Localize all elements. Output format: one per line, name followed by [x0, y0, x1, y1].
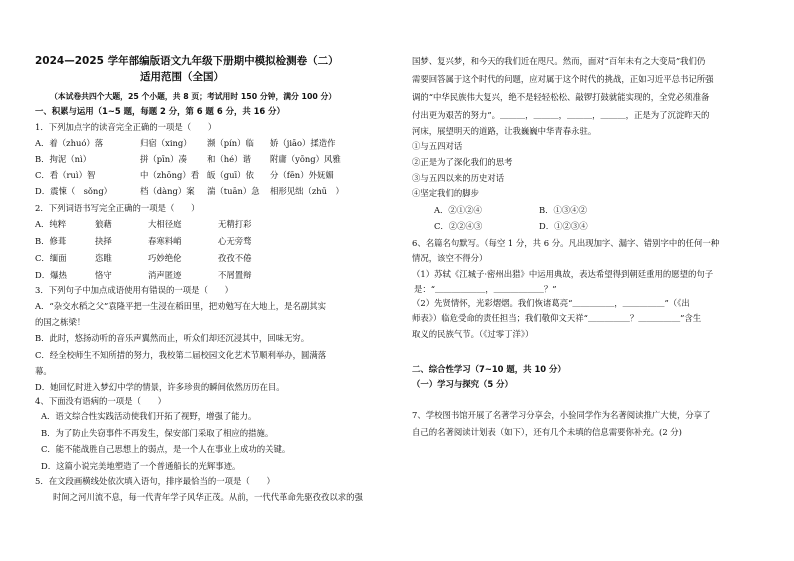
q4-option-b: B．为了防止失窃事件不再发生，保安部门采取了相应的措施。 — [41, 428, 274, 438]
q2-option-c: C．缅面 恣睢 巧妙绝伦 孜孜不倦 — [35, 253, 252, 263]
q6-stem-cont: 情况，该空不得分） — [412, 253, 488, 263]
q3-option-a: A．“杂交水稻之父”袁隆平把一生浸在稻田里，把劝勉写在大地上，是名副其实 — [35, 301, 326, 311]
q2-stem: 2．下列词语书写完全正确的一项是（ ） — [35, 203, 200, 213]
q4-option-d: D．这篇小说完美地塑造了一个普通船长的光辉事迹。 — [41, 461, 241, 471]
section2-subtitle: （一）学习与探究（5 分） — [412, 379, 513, 389]
passage-line-4: 付出更为艰苦的努力”。＿＿＿，＿＿＿，＿＿＿，＿＿＿，正是为了沉淀昨天的 — [412, 110, 710, 120]
q3-option-b: B．此时，悠扬动听的音乐声翼然而止，听众们却还沉浸其中，回味无穷。 — [35, 333, 310, 343]
q5-sentence-2: ②正是为了深化我们的思考 — [412, 157, 513, 167]
q3-option-d: D．她回忆时进入梦幻中学的情景，许多珍贵的瞬间依然历历在目。 — [35, 382, 285, 392]
passage-line-3: 调的“中华民族伟大复兴，绝不是轻轻松松、敲锣打鼓就能实现的，全党必须准备 — [412, 92, 710, 102]
passage-line-1: 国梦、复兴梦，和今天的我们近在咫尺。然而，面对“百年未有之大变局”我们仍 — [412, 56, 706, 66]
q6-item-1-cont: 是：“＿＿＿＿＿＿，＿＿＿＿＿＿？” — [414, 284, 557, 294]
section2-title: 二、综合性学习（7~10 题，共 10 分） — [412, 364, 566, 374]
q5-sentence-4: ④坚定我们的脚步 — [412, 188, 479, 198]
section1-title: 一、积累与运用（1~5 题，每题 2 分，第 6 题 6 分，共 16 分） — [35, 106, 285, 116]
q7-stem-cont: 自己的名著阅读计划表（如下），还有几个未填的信息需要你补充。(2 分) — [412, 427, 682, 437]
q2-option-a: A．纯粹 狼藉 大相径庭 无精打彩 — [35, 219, 252, 229]
passage-line-5: 河床，展望明天的道路，让我巍巍中华青春永驻。 — [412, 126, 597, 136]
q5-choices-cd: C．②②④③ D．①②③④ — [434, 221, 588, 231]
q6-item-2-cont: 师表》）临危受命的责任担当；我们敬仰文天祥“＿＿＿＿＿？＿＿＿＿＿”含生 — [412, 313, 702, 323]
passage-line-2: 需要回答属于这个时代的问题，应对属于这个时代的挑战，正如习近平总书记所强 — [412, 74, 714, 84]
q2-option-d: D．爆热 恪守 消声匿迹 不屑置辩 — [35, 270, 252, 280]
q6-item-1: （1）苏轼《江城子·密州出猎》中运用典故，表达希望得到朝廷重用的愿望的句子 — [412, 269, 714, 279]
q3-option-c: C．经全校师生不知所措的努力，我校第二届校园文化艺术节顺利举办，圆满落 — [35, 350, 327, 360]
exam-title: 2024—2025 学年部编版语文九年级下册期中模拟检测卷（二） — [35, 55, 339, 67]
exam-scope: 适用范围（全国） — [140, 71, 224, 83]
q1-option-b: B．拘泥（nì） 拼（pīn）凑 和（hé）谐 附庸（yōng）风雅 — [35, 154, 341, 164]
q6-item-2-end: 取义的民族气节。（《过零丁洋》） — [412, 329, 534, 339]
exam-instructions: （本试卷共四个大题，25 个小题，共 8 页；考试用时 150 分钟，满分 100 分） — [50, 92, 337, 101]
q4-stem: 4、下面没有语病的一项是（ ） — [35, 396, 166, 406]
q5-sentence-3: ③与五四以来的历史对话 — [412, 173, 505, 183]
q3-option-a-cont: 的国之栋梁！ — [35, 317, 86, 327]
q1-option-d: D．震悚（ sǒng） 档（dàng）案 湍（tuān）急 相形见绌（zhū ） — [35, 186, 344, 196]
q5-sentence-1: ①与五四对话 — [412, 141, 463, 151]
q3-option-c-cont: 幕。 — [35, 366, 52, 376]
q4-option-a: A．语文综合性实践活动使我们开拓了视野，增强了能力。 — [41, 411, 257, 421]
q2-option-b: B．修葺 抉择 春寒料峭 心无旁骛 — [35, 236, 252, 246]
q3-stem: 3．下列句子中加点成语使用有错误的一项是（ ） — [35, 285, 233, 295]
q1-stem: 1．下列加点字的读音完全正确的一项是（ ） — [35, 122, 217, 132]
q5-choices-ab: A．②①②④ B．①③④② — [434, 205, 588, 215]
q7-stem: 7、学校图书馆开展了名著学习分享会，小验同学作为名著阅读推广大使，分享了 — [412, 410, 711, 420]
q6-item-2: （2）先贤情怀，光彩熠熠。我们恢诸葛亮“＿＿＿＿＿，＿＿＿＿＿”（《出 — [412, 298, 690, 308]
q4-option-c: C．能不能战胜自己思想上的弱点，是一个人在事业上成功的关键。 — [41, 444, 291, 454]
q5-passage: 时间之河川流不息，每一代青年学子风华正茂。从前，一代代革命先驱孜孜以求的强 — [53, 492, 363, 502]
q5-stem: 5．在文段画横线处依次填入语句，排序最恰当的一项是（ ） — [35, 476, 275, 486]
q1-option-a: A．着（zhuó）落 归宿（xing） 濒（pín）临 娇（jiāo）揉造作 — [35, 138, 336, 148]
q6-stem: 6、名篇名句默写。（每空 1 分，共 6 分。凡出现加字、漏字、错别字中的任何一种 — [412, 238, 720, 248]
q1-option-c: C．看（ruì）智 中（zhōng）看 皈（guī）依 分（fēn）外妩媚 — [35, 170, 334, 180]
